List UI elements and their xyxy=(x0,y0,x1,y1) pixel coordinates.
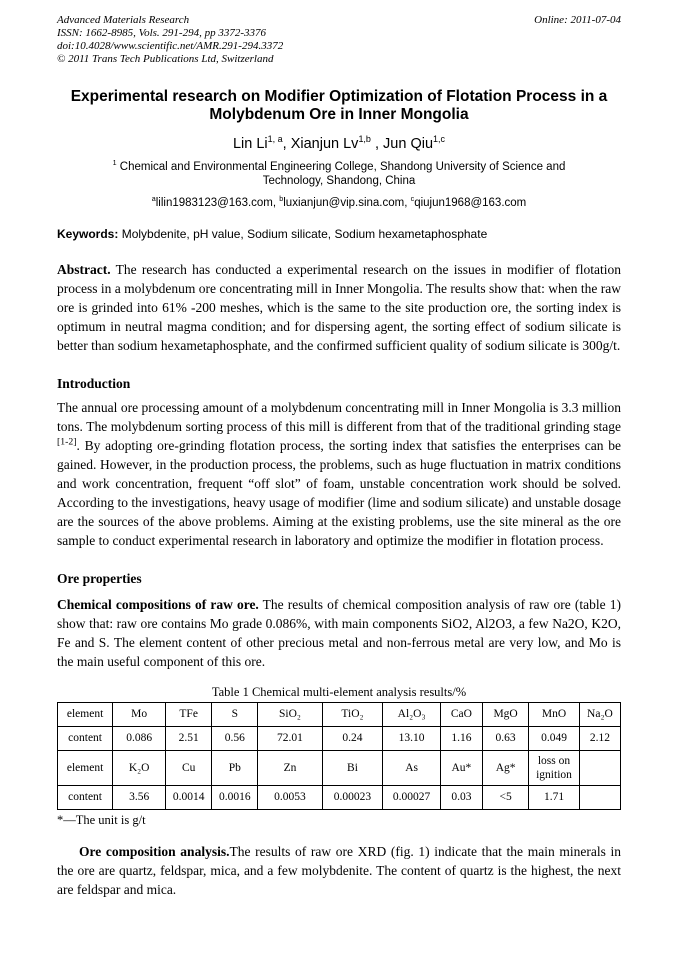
journal-header xyxy=(57,14,621,66)
author-superscript: 1,b xyxy=(358,134,371,145)
abstract-paragraph xyxy=(57,260,621,355)
table-cell: TFe xyxy=(166,702,212,726)
section-heading-introduction: Introduction xyxy=(57,376,131,391)
table-cell: Cu xyxy=(166,750,212,785)
email-address: qiujun1968@163.com xyxy=(414,197,527,209)
author-name: Jun Qiu xyxy=(383,136,434,152)
table-footnote: *—The unit is g/t xyxy=(57,812,146,827)
ore-composition-label: Ore composition analysis. xyxy=(79,843,230,859)
doi-line: doi:10.4028/www.scientific.net/AMR.291-294.3372 xyxy=(57,40,284,52)
abstract-label: Abstract. xyxy=(57,262,111,277)
table-cell: Bi xyxy=(322,750,383,785)
issn-line: ISSN: 1662-8985, Vols. 291-294, pp 3372-3376 xyxy=(57,27,266,39)
chemical-compositions-text: The results of chemical composition analysis of raw ore (table 1) show that: raw ore contains Mo grade 0.086%, with main components SiO2, Al2O3, a few Na2O, K2O, Fe and S. The element content of other precious metal and non-ferrous metal are very low, and Mo is the main useful component of this ore. xyxy=(57,597,621,669)
table-cell: 0.24 xyxy=(322,726,383,750)
table-row xyxy=(58,750,621,785)
table-cell: 2.12 xyxy=(579,726,620,750)
table-cell: Ag* xyxy=(483,750,529,785)
journal-title: Advanced Materials Research xyxy=(57,14,190,26)
email-superscript: c xyxy=(410,195,415,204)
table-cell: S xyxy=(212,702,258,726)
affiliation-superscript: 1 xyxy=(112,159,117,168)
author-superscript: 1, a xyxy=(267,134,283,145)
table-cell: 1.71 xyxy=(529,785,580,809)
element-analysis-table xyxy=(57,702,621,810)
email-superscript: b xyxy=(279,195,284,204)
table-cell: 13.10 xyxy=(383,726,440,750)
table-cell: 0.00023 xyxy=(322,785,383,809)
online-date: Online: 2011-07-04 xyxy=(534,14,621,26)
table-cell: K₂O xyxy=(113,750,166,785)
paper-title-line1: Experimental research on Modifier Optimization of Flotation Process in a xyxy=(70,88,608,105)
table-cell: content xyxy=(58,726,113,750)
table-row xyxy=(58,785,621,809)
emails-line xyxy=(57,197,621,209)
paper-title-line2: Molybdenum Ore in Inner Mongolia xyxy=(209,106,469,123)
table-cell: loss on ignition xyxy=(529,750,580,785)
keywords-line xyxy=(57,227,621,242)
table-cell: MgO xyxy=(483,702,529,726)
table-cell: Pb xyxy=(212,750,258,785)
table-cell: Al₂O₃ xyxy=(383,702,440,726)
abstract-text: The research has conducted a experimental research on the issues in modifier of flotation process in a molybdenum ore concentrating mill in Inner Mongolia. The results show that: when the raw ore is grinded into 61% -200 meshes, which is the same to the site production ore, the sorting index is optimum in neutral magma condition; and for dispersing agent, the sorting effect of sodium silicate is better than sodium hexametaphosphate, and the confirmed sufficient quality of sodium silicate is 300g/t. xyxy=(57,262,621,353)
table-cell: 0.63 xyxy=(483,726,529,750)
table-cell: Zn xyxy=(258,750,322,785)
introduction-text-before: The annual ore processing amount of a molybdenum concentrating mill in Inner Mongolia is 3.3 million tons. The molybdenum sorting process of this mill is different from that of the traditional grinding stage xyxy=(57,400,621,434)
email-separator: , xyxy=(404,197,411,209)
table-cell: TiO₂ xyxy=(322,702,383,726)
table-cell: 0.56 xyxy=(212,726,258,750)
email-separator: , xyxy=(272,197,280,209)
ore-composition-text: The results of raw ore XRD (fig. 1) indicate that the main minerals in the ore are quartz, feldspar, mica, and a few molybdenite. The content of quartz is the highest, the next are feldspar and mica. xyxy=(57,843,621,897)
table-cell: 0.0053 xyxy=(258,785,322,809)
table-cell xyxy=(579,785,620,809)
reference-marker: [1-2] xyxy=(57,436,77,448)
table-cell xyxy=(579,750,620,785)
table-row xyxy=(58,726,621,750)
author-name: Xianjun Lv xyxy=(290,136,359,152)
chemical-compositions-label: Chemical compositions of raw ore. xyxy=(57,597,259,612)
table-row xyxy=(58,702,621,726)
copyright-line: © 2011 Trans Tech Publications Ltd, Switzerland xyxy=(57,53,274,65)
email-address: lilin1983123@163.com xyxy=(155,197,273,209)
introduction-paragraph xyxy=(57,398,621,550)
authors-line xyxy=(57,136,621,152)
section-heading-ore-properties: Ore properties xyxy=(57,571,142,586)
table-cell: 0.03 xyxy=(440,785,482,809)
affiliation-line xyxy=(100,160,578,188)
email-superscript: a xyxy=(151,195,156,204)
chemical-compositions-paragraph xyxy=(57,595,621,671)
author-name: Lin Li xyxy=(232,136,268,152)
table-cell: CaO xyxy=(440,702,482,726)
email-address: luxianjun@vip.sina.com xyxy=(283,197,405,209)
table-cell: MnO xyxy=(529,702,580,726)
ore-composition-paragraph xyxy=(57,842,621,899)
author-separator: , xyxy=(282,136,291,152)
introduction-text-after: . By adopting ore-grinding flotation process, the sorting index that satisfies the enterprises can be gained. However, in the production process, the problems, such as huge fluctuation in matrix conditions and work concentration, frequent “off slot” of foam, unstable concentration work should be solved. According to the investigations, heavy usage of modifier (lime and sodium silicate) and unstable dosage are the sources of the above problems. Aiming at the existing problems, use the site mineral as the ore sample to conduct experimental research in laboratory and optimize the modifier in flotation process. xyxy=(57,438,621,548)
table-cell: content xyxy=(58,785,113,809)
table-cell: 0.0014 xyxy=(166,785,212,809)
table-cell: Mo xyxy=(113,702,166,726)
table-cell: 3.56 xyxy=(113,785,166,809)
table-cell: 2.51 xyxy=(166,726,212,750)
author-superscript: 1,c xyxy=(433,134,446,145)
keywords-label: Keywords: xyxy=(57,227,119,241)
table-cell: 72.01 xyxy=(258,726,322,750)
table-cell: <5 xyxy=(483,785,529,809)
table-cell: element xyxy=(58,750,113,785)
paper-title xyxy=(57,88,621,124)
table-cell: Au* xyxy=(440,750,482,785)
author-separator: , xyxy=(370,136,384,152)
table-cell: 0.0016 xyxy=(212,785,258,809)
table-cell: 0.086 xyxy=(113,726,166,750)
table-cell: SiO₂ xyxy=(258,702,322,726)
table-cell: 1.16 xyxy=(440,726,482,750)
table-cell: 0.049 xyxy=(529,726,580,750)
journal-meta xyxy=(57,14,283,66)
keywords-text: Molybdenite, pH value, Sodium silicate, Sodium hexametaphosphate xyxy=(118,227,488,241)
table-cell: 0.00027 xyxy=(383,785,440,809)
table-caption: Table 1 Chemical multi-element analysis results/% xyxy=(211,684,467,699)
table-cell: As xyxy=(383,750,440,785)
affiliation-text: Chemical and Environmental Engineering College, Shandong University of Science and Technology, Shandong, China xyxy=(116,161,566,187)
table-cell: element xyxy=(58,702,113,726)
table-cell: Na₂O xyxy=(579,702,620,726)
